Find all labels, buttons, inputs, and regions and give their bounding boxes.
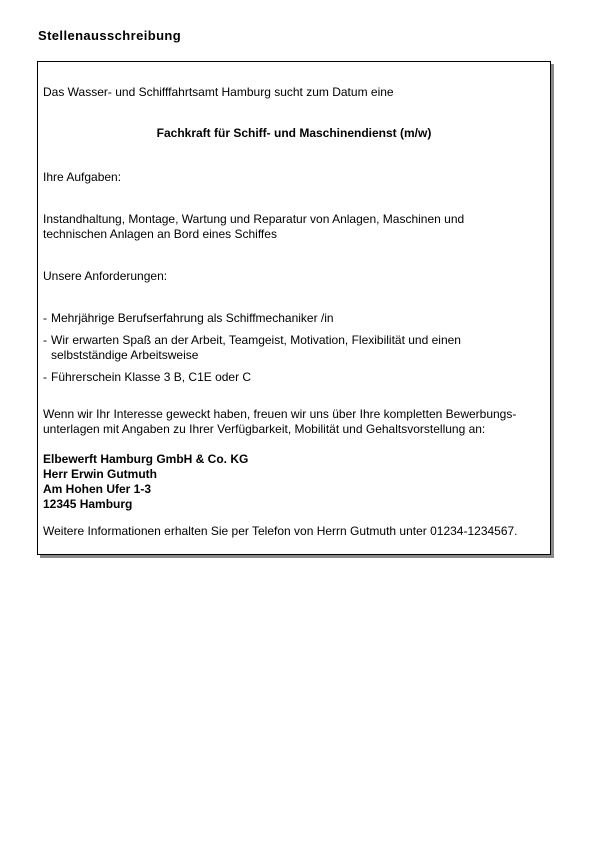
tasks-line-2: technischen Anlagen an Bord eines Schiffes: [43, 227, 277, 241]
requirements-list: [43, 311, 461, 392]
company-address: [43, 452, 248, 512]
closing-line-2: unterlagen mit Angaben zu Ihrer Verfügbarkeit, Mobilität und Gehaltsvorstellung an:: [43, 422, 486, 436]
tasks-line-1: Instandhaltung, Montage, Wartung und Reparatur von Anlagen, Maschinen und: [43, 212, 465, 226]
requirement-text: Mehrjährige Berufserfahrung als Schiffmechaniker /in: [51, 311, 334, 325]
company-name: Elbewerft Hamburg GmbH & Co. KG: [43, 452, 249, 466]
requirement-text: selbstständige Arbeitsweise: [51, 348, 199, 362]
contact-person: Herr Erwin Gutmuth: [43, 467, 158, 481]
intro-text: Das Wasser- und Schifffahrtsamt Hamburg sucht zum Datum eine: [43, 85, 394, 99]
dash-marker: -: [43, 333, 47, 347]
requirements-heading: Unsere Anforderungen:: [43, 269, 168, 283]
requirement-text: Wir erwarten Spaß an der Arbeit, Teamgeist, Motivation, Flexibilität und einen: [51, 333, 461, 347]
page-heading: Stellenausschreibung: [38, 28, 182, 43]
closing-line-1: Wenn wir Ihr Interesse geweckt haben, freuen wir uns über Ihre kompletten Bewerbungs-: [43, 407, 517, 421]
list-item: [43, 333, 461, 363]
dash-marker: -: [43, 370, 47, 384]
requirement-text: Führerschein Klasse 3 B, C1E oder C: [51, 370, 252, 384]
job-ad-box: [37, 61, 551, 555]
dash-marker: -: [43, 311, 47, 325]
footer-text: Weitere Informationen erhalten Sie per Telefon von Herrn Gutmuth unter 01234-1234567.: [43, 524, 518, 538]
tasks-heading: Ihre Aufgaben:: [43, 170, 122, 184]
city-address: 12345 Hamburg: [43, 497, 133, 511]
street-address: Am Hohen Ufer 1-3: [43, 482, 152, 496]
list-item: [43, 311, 461, 326]
job-title: Fachkraft für Schiff- und Maschinendienst (m/w): [156, 126, 432, 140]
list-item: [43, 370, 461, 385]
